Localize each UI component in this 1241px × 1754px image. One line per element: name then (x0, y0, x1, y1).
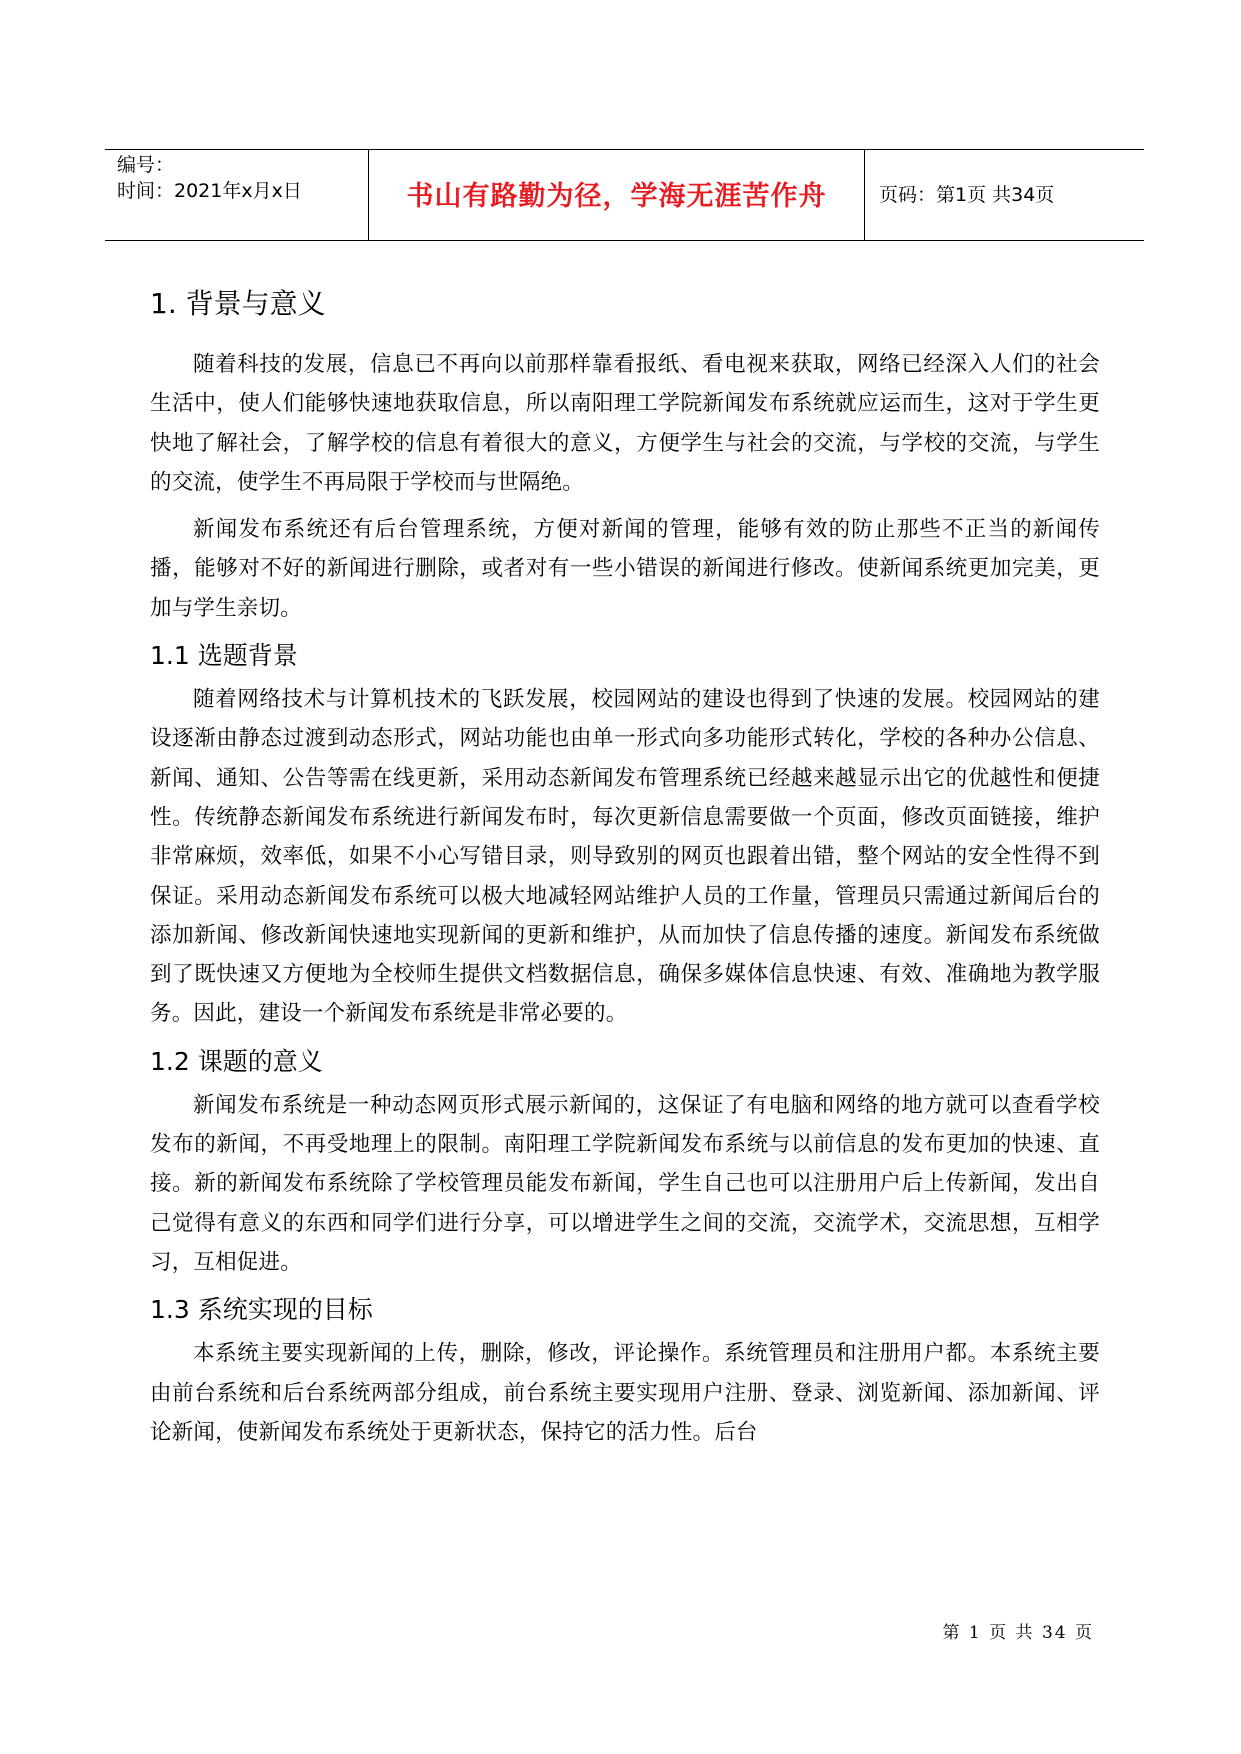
paragraph: 本系统主要实现新闻的上传，删除，修改，评论操作。系统管理员和注册用户都。本系统主要由前台系统和后台系统两部分组成，前台系统主要实现用户注册、登录、浏览新闻、添加新闻、评论新闻，使新闻发布系统处于更新状态，保持它的活力性。后台 (150, 1341, 1100, 1445)
section-heading-1-1: 1.1 选题背景 (150, 641, 298, 671)
header-motto-cell (369, 150, 865, 240)
document-body (150, 283, 1100, 1452)
document-header (105, 149, 1144, 241)
motto-text: 书山有路勤为径，学海无涯苦作舟 (406, 180, 827, 212)
number-label: 编号： (117, 154, 175, 176)
page-footer: 第 1 页 共 34 页 (942, 1623, 1094, 1643)
paragraph: 新闻发布系统还有后台管理系统，方便对新闻的管理，能够有效的防止那些不正当的新闻传播，能够对不好的新闻进行删除，或者对有一些小错误的新闻进行修改。使新闻系统更加完美，更加与学生亲切。 (150, 517, 1100, 621)
header-page-cell (865, 150, 1144, 240)
section-heading-1-3: 1.3 系统实现的目标 (150, 1295, 373, 1325)
paragraph: 新闻发布系统是一种动态网页形式展示新闻的，这保证了有电脑和网络的地方就可以查看学校发布的新闻，不再受地理上的限制。南阳理工学院新闻发布系统与以前信息的发布更加的快速、直接。新的新闻发布系统除了学校管理员能发布新闻，学生自己也可以注册用户后上传新闻，发出自己觉得有意义的东西和同学们进行分享，可以增进学生之间的交流，交流学术，交流思想，互相学习，互相促进。 (150, 1092, 1100, 1275)
page-info: 页码：第1页 共34页 (879, 183, 1055, 206)
paragraph: 随着科技的发展，信息已不再向以前那样靠看报纸、看电视来获取，网络已经深入人们的社会生活中，使人们能够快速地获取信息，所以南阳理工学院新闻发布系统就应运而生，这对于学生更快地了解社会，了解学校的信息有着很大的意义，方便学生与社会的交流，与学校的交流，与学生的交流，使学生不再局限于学校而与世隔绝。 (150, 352, 1100, 495)
paragraph: 随着网络技术与计算机技术的飞跃发展，校园网站的建设也得到了快速的发展。校园网站的建设逐渐由静态过渡到动态形式，网站功能也由单一形式向多功能形式转化，学校的各种办公信息、新闻、通知、公告等需在线更新，采用动态新闻发布管理系统已经越来越显示出它的优越性和便捷性。传统静态新闻发布系统进行新闻发布时，每次更新信息需要做一个页面，修改页面链接，维护非常麻烦，效率低，如果不小心写错目录，则导致别的网页也跟着出错，整个网站的安全性得不到保证。采用动态新闻发布系统可以极大地减轻网站维护人员的工作量，管理员只需通过新闻后台的添加新闻、修改新闻快速地实现新闻的更新和维护，从而加快了信息传播的速度。新闻发布系统做到了既快速又方便地为全校师生提供文档数据信息，确保多媒体信息快速、有效、准确地为教学服务。因此，建设一个新闻发布系统是非常必要的。 (150, 687, 1100, 1027)
time-label: 时间：2021年x月x日 (117, 180, 302, 202)
section-heading-1-2: 1.2 课题的意义 (150, 1046, 323, 1076)
section-heading-1: 1. 背景与意义 (150, 287, 326, 320)
header-meta-cell (105, 150, 369, 240)
